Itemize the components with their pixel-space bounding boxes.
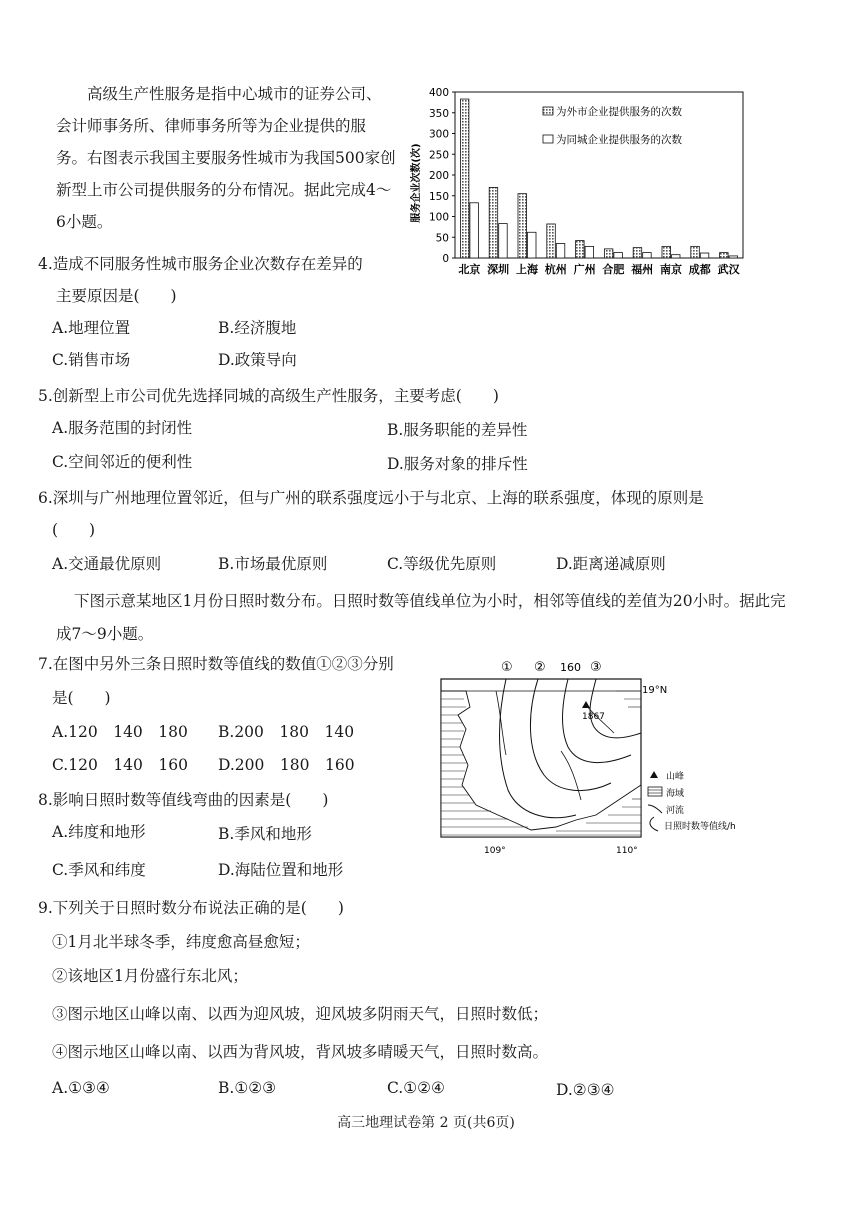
legend-swatch-external bbox=[543, 107, 553, 115]
bar-external-8 bbox=[691, 246, 700, 258]
q7-option-b[interactable]: B.200 180 140 bbox=[218, 723, 355, 741]
q7-option-c[interactable]: C.120 140 160 bbox=[52, 756, 188, 774]
legend-swatch-local bbox=[543, 135, 553, 143]
q7-option-a[interactable]: A.120 140 180 bbox=[52, 723, 188, 741]
bar-local-3 bbox=[556, 243, 565, 258]
category-label: 武汉 bbox=[717, 263, 740, 276]
y-tick-label: 0 bbox=[442, 253, 449, 265]
q8-option-c[interactable]: C.季风和纬度 bbox=[52, 861, 146, 879]
map-label-2: ② bbox=[534, 660, 546, 675]
q7-option-d[interactable]: D.200 180 160 bbox=[218, 756, 355, 774]
category-label: 福州 bbox=[631, 263, 654, 276]
q5-option-b[interactable]: B.服务职能的差异性 bbox=[387, 421, 528, 439]
bar-local-6 bbox=[643, 253, 652, 258]
q8-option-b[interactable]: B.季风和地形 bbox=[218, 825, 312, 843]
map-lon-110: 110° bbox=[616, 846, 638, 856]
q8-stem: 8.影响日照时数等值线弯曲的因素是( ) bbox=[38, 791, 329, 809]
legend-river-icon bbox=[648, 805, 662, 813]
q9-statement-1: ①1月北半球冬季，纬度愈高昼愈短； bbox=[52, 933, 310, 951]
q4-option-c[interactable]: C.销售市场 bbox=[52, 351, 131, 369]
bar-external-9 bbox=[720, 253, 729, 258]
service-chart bbox=[405, 82, 750, 282]
q6-stem-2: ( ) bbox=[52, 521, 96, 539]
bar-local-5 bbox=[614, 253, 623, 258]
bar-local-1 bbox=[499, 224, 508, 258]
category-label: 上海 bbox=[516, 263, 538, 276]
bar-local-0 bbox=[470, 203, 479, 258]
q9-option-d[interactable]: D.②③④ bbox=[556, 1081, 615, 1099]
bar-external-2 bbox=[518, 194, 527, 258]
q7-stem-1: 7.在图中另外三条日照时数等值线的数值①②③分别 bbox=[38, 655, 394, 673]
intro-paragraph-2 bbox=[56, 585, 796, 651]
y-tick-label: 250 bbox=[428, 149, 449, 162]
bar-external-0 bbox=[460, 99, 469, 258]
y-tick-label: 150 bbox=[428, 190, 449, 203]
map-label-160: 160 bbox=[560, 661, 581, 674]
legend-peak-icon bbox=[650, 771, 658, 778]
q6-option-d[interactable]: D.距离递减原则 bbox=[556, 555, 666, 573]
category-label: 南京 bbox=[660, 263, 682, 276]
category-label: 杭州 bbox=[544, 263, 567, 276]
legend-label-external: 为外市企业提供服务的次数 bbox=[556, 106, 682, 118]
legend-label-local: 为同城企业提供服务的次数 bbox=[556, 134, 682, 146]
map-label-1: ① bbox=[501, 660, 513, 675]
intro-1-text: 高级生产性服务是指中心城市的证券公司、会计师事务所、律师事务所等为企业提供的服务。右图表示我国主要服务性城市为我国500家创新型上市公司提供服务的分布情况。据此完成4～6小题。 bbox=[56, 85, 396, 231]
bar-local-9 bbox=[729, 256, 738, 258]
sunshine-map bbox=[436, 655, 736, 860]
q6-option-a[interactable]: A.交通最优原则 bbox=[52, 555, 162, 573]
bar-external-5 bbox=[604, 249, 613, 258]
q9-statement-4: ④图示地区山峰以南、以西为背风坡，背风坡多晴暖天气，日照时数高。 bbox=[52, 1043, 549, 1061]
map-lat-label: 19°N bbox=[642, 685, 668, 696]
category-label: 深圳 bbox=[487, 263, 510, 276]
y-tick-label: 400 bbox=[428, 87, 449, 99]
bar-external-3 bbox=[547, 224, 556, 258]
intro-paragraph-1 bbox=[56, 78, 396, 238]
q8-option-a[interactable]: A.纬度和地形 bbox=[52, 823, 146, 841]
bar-local-7 bbox=[672, 255, 681, 258]
q9-statement-2: ②该地区1月份盛行东北风； bbox=[52, 967, 248, 985]
q9-option-c[interactable]: C.①②④ bbox=[387, 1079, 445, 1097]
bar-external-7 bbox=[662, 246, 671, 258]
q6-option-c[interactable]: C.等级优先原则 bbox=[387, 555, 497, 573]
q6-option-b[interactable]: B.市场最优原则 bbox=[218, 555, 328, 573]
q4-option-b[interactable]: B.经济腹地 bbox=[218, 319, 297, 337]
legend-peak: 山峰 bbox=[666, 772, 685, 782]
y-axis-label: 服务企业次数(次) bbox=[411, 143, 422, 223]
map-peak-elevation: 1867 bbox=[582, 712, 605, 722]
y-tick-label: 100 bbox=[428, 211, 449, 224]
map-lon-109: 109° bbox=[484, 846, 506, 856]
page-footer: 高三地理试卷第 2 页(共6页) bbox=[337, 1115, 515, 1131]
category-label: 广州 bbox=[573, 263, 596, 276]
q4-stem-1: 4.造成不同服务性城市服务企业次数存在差异的 bbox=[38, 255, 363, 273]
category-label: 成都 bbox=[688, 263, 711, 276]
y-tick-label: 50 bbox=[435, 232, 449, 245]
y-tick-label: 200 bbox=[428, 170, 449, 182]
q7-stem-2: 是( ) bbox=[52, 689, 111, 707]
legend-sea-icon bbox=[648, 787, 662, 796]
q5-option-c[interactable]: C.空间邻近的便利性 bbox=[52, 453, 193, 471]
category-label: 合肥 bbox=[602, 263, 625, 276]
bar-external-6 bbox=[633, 248, 642, 258]
bar-local-2 bbox=[528, 232, 537, 258]
bar-local-4 bbox=[585, 246, 594, 258]
legend-sea: 海域 bbox=[666, 789, 685, 799]
q4-option-d[interactable]: D.政策导向 bbox=[218, 351, 297, 369]
q5-stem: 5.创新型上市公司优先选择同城的高级生产性服务，主要考虑( ) bbox=[38, 387, 499, 405]
bar-external-1 bbox=[489, 187, 498, 258]
q9-option-a[interactable]: A.①③④ bbox=[52, 1079, 110, 1097]
map-label-3: ③ bbox=[590, 660, 602, 675]
q4-stem-2: 主要原因是( ) bbox=[56, 287, 177, 305]
q5-option-a[interactable]: A.服务范围的封闭性 bbox=[52, 419, 193, 437]
q9-stem: 9.下列关于日照时数分布说法正确的是( ) bbox=[38, 899, 344, 917]
q9-option-b[interactable]: B.①②③ bbox=[218, 1079, 277, 1097]
legend-isoline-icon bbox=[650, 817, 658, 831]
q8-option-d[interactable]: D.海陆位置和地形 bbox=[218, 861, 344, 879]
q5-option-d[interactable]: D.服务对象的排斥性 bbox=[387, 455, 528, 473]
y-tick-label: 300 bbox=[428, 128, 449, 141]
bar-local-8 bbox=[700, 253, 709, 258]
category-label: 北京 bbox=[458, 263, 481, 276]
q9-statement-3: ③图示地区山峰以南、以西为迎风坡，迎风坡多阴雨天气，日照时数低； bbox=[52, 1005, 549, 1023]
y-tick-label: 350 bbox=[428, 107, 449, 120]
bar-external-4 bbox=[576, 241, 585, 258]
intro-2-text: 下图示意某地区1月份日照时数分布。日照时数等值线单位为小时，相邻等值线的差值为20小时。据此完成7～9小题。 bbox=[56, 592, 786, 643]
legend-isoline: 日照时数等值线/h bbox=[664, 822, 736, 832]
q6-stem-1: 6.深圳与广州地理位置邻近，但与广州的联系强度远小于与北京、上海的联系强度，体现的原则是 bbox=[38, 489, 704, 507]
legend-river: 河流 bbox=[666, 806, 685, 816]
q4-option-a[interactable]: A.地理位置 bbox=[52, 319, 131, 337]
